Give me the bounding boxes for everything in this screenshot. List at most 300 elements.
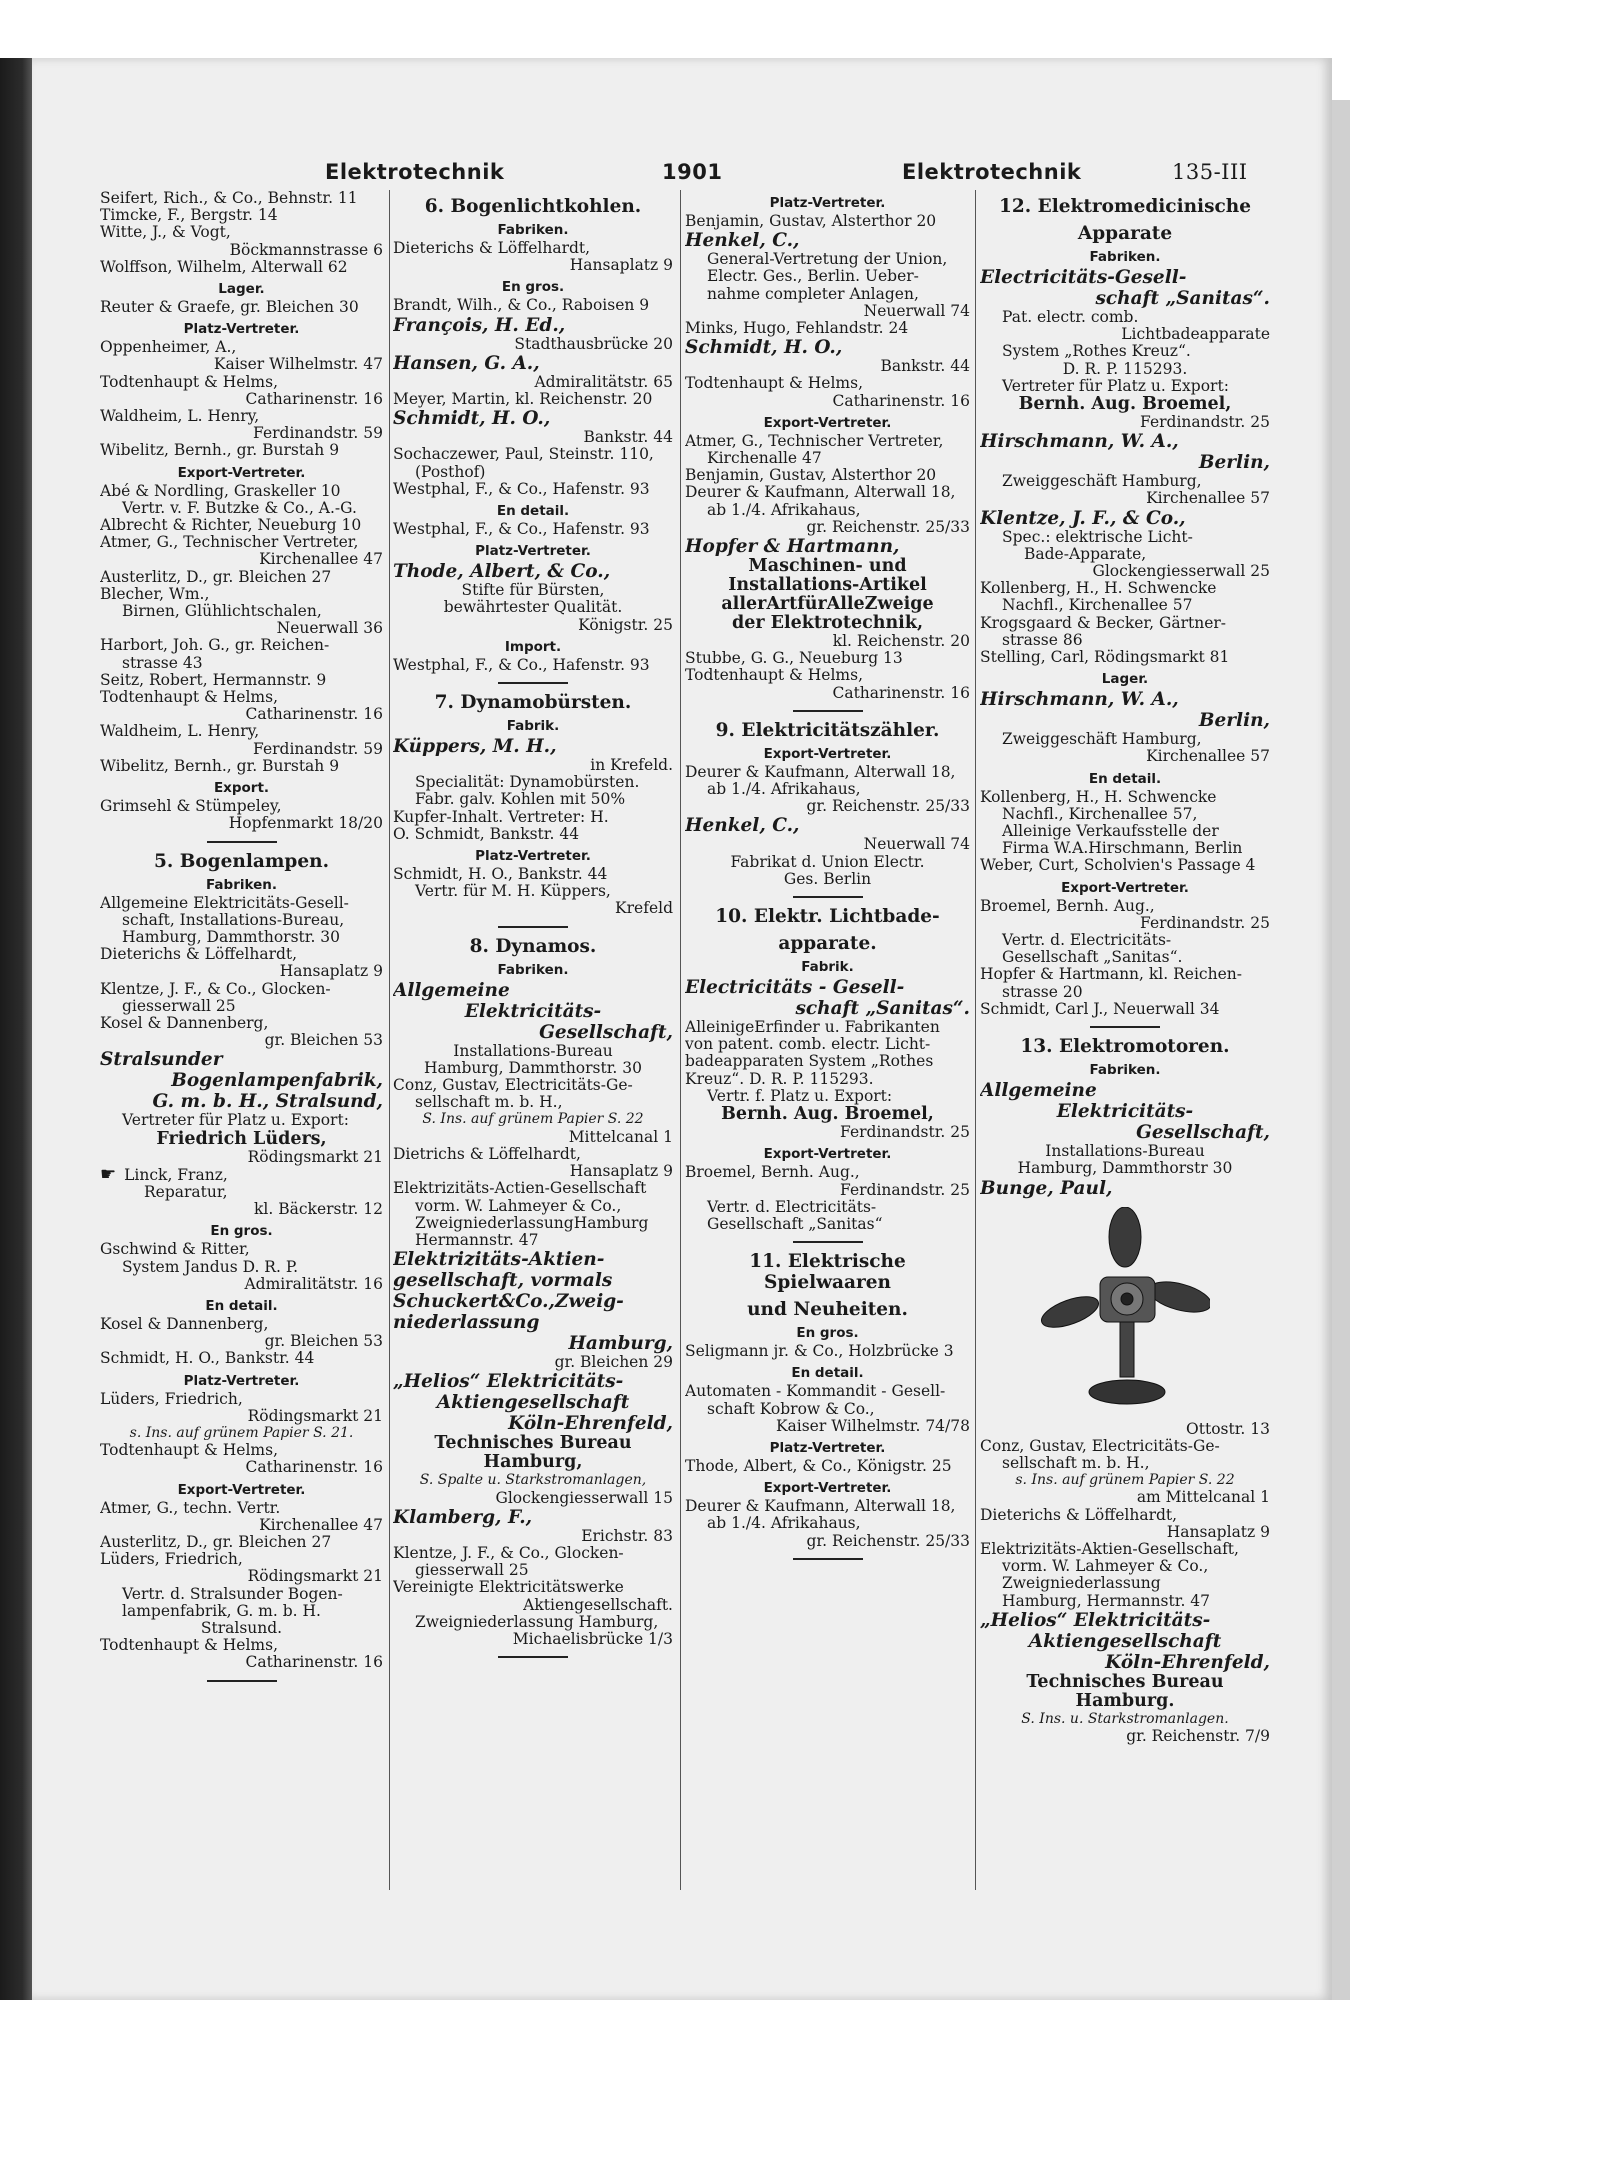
firm-name: François, H. Ed.,	[393, 314, 566, 336]
scan-dark-edge	[0, 58, 32, 2003]
firm-name: Allgemeine	[980, 1080, 1097, 1102]
column-4	[980, 190, 1270, 1920]
entry-line: General-Vertretung der Union,	[707, 251, 948, 269]
subheading: Fabriken.	[497, 222, 569, 238]
firm-name: Schmidt, H. O.,	[393, 408, 551, 430]
entry-line: ab 1./4. Afrikahaus,	[707, 1515, 861, 1533]
running-title-right: Elektrotechnik	[902, 160, 1082, 184]
entry-line: nahme completer Anlagen,	[707, 285, 919, 303]
entry-line: Hermannstr. 47	[415, 1231, 539, 1249]
entry-line: Pat. electr. comb.	[1002, 309, 1139, 326]
entry-line: Schmidt, H. O., Bankstr. 44	[100, 1350, 315, 1368]
section-heading: und Neuheiten.	[747, 1299, 908, 1321]
section-rule	[793, 896, 863, 898]
entry-line: Kosel & Dannenberg,	[100, 1315, 269, 1333]
advert-line: Technisches Bureau	[1026, 1671, 1224, 1692]
subheading: Fabrik.	[506, 718, 560, 735]
subheading: Fabriken.	[1089, 249, 1161, 265]
scan-margin-top	[0, 0, 1600, 60]
firm-name: Schuckert&Co.,Zweig-	[393, 1291, 624, 1313]
entry-line: Schmidt, H. O., Bankstr. 44	[393, 866, 608, 884]
entry-line: Todtenhaupt & Helms,	[100, 689, 279, 707]
column-divider	[975, 190, 976, 1890]
subheading: Export-Vertreter.	[177, 464, 306, 481]
entry-line: Wibelitz, Bernh., gr. Burstah 9	[100, 757, 340, 775]
section-heading: 12. Elektromedicinische	[999, 196, 1251, 217]
address-line: Admiralitätstr. 16	[244, 1275, 383, 1293]
advert-line: Bernh. Aug. Broemel,	[721, 1104, 934, 1125]
entry-line: Hamburg, Dammthorstr. 30	[423, 1059, 643, 1077]
entry-line: Nachfl., Kirchenallee 57	[1002, 597, 1193, 615]
entry-line: Ges. Berlin	[783, 870, 872, 888]
firm-name: Hamburg,	[568, 1333, 673, 1355]
entry-line: AlleinigeErfinder u. Fabrikanten	[685, 1019, 940, 1037]
entry-line: strasse 43	[122, 654, 203, 672]
section-rule	[498, 926, 568, 928]
address-line: Stadthausbrücke 20	[514, 335, 673, 353]
subheading: Fabriken.	[1089, 1062, 1161, 1079]
subheading: Platz-Vertreter.	[183, 321, 300, 338]
advert-line: Technisches Bureau	[434, 1433, 632, 1454]
firm-name: Köln-Ehrenfeld,	[508, 1413, 673, 1435]
subheading: Platz-Vertreter.	[769, 195, 886, 211]
column-1	[100, 190, 383, 1920]
address-line: Kirchenallee 57	[1146, 748, 1270, 766]
pointing-hand-icon: ☛	[100, 1165, 117, 1184]
address-line: Catharinenstr. 16	[832, 392, 970, 410]
column-2	[393, 190, 673, 1920]
address-line: Ferdinandstr. 25	[1140, 914, 1270, 932]
page-edge-shadow	[1332, 100, 1350, 2000]
firm-name: Hirschmann, W. A.,	[980, 431, 1179, 453]
entry-line: Sochaczewer, Paul, Steinstr. 110,	[393, 446, 654, 464]
address-line: Rödingsmarkt 21	[247, 1148, 383, 1166]
firm-name: Stralsunder	[100, 1049, 223, 1071]
address-line: am Mittelcanal 1	[1136, 1489, 1270, 1507]
address-line: Bankstr. 44	[583, 429, 673, 447]
subheading: Export-Vertreter.	[1061, 879, 1189, 896]
entry-line: Fabrikat d. Union Electr.	[730, 853, 925, 871]
subheading: Fabriken.	[205, 876, 277, 893]
entry-line	[100, 1166, 383, 1184]
address-line: Ferdinandstr. 25	[840, 1181, 970, 1199]
address-line: gr. Reichenstr. 25/33	[806, 518, 970, 536]
entry-line: Firma W.A.Hirschmann, Berlin	[1002, 840, 1243, 858]
entry-line: ZweigniederlassungHamburg	[415, 1214, 649, 1232]
address-line: Catharinenstr. 16	[832, 684, 970, 702]
entry-line: bewährtester Qualität.	[443, 599, 623, 617]
address-line: Rödingsmarkt 21	[247, 1407, 383, 1425]
address-line: Ferdinandstr. 59	[253, 740, 383, 758]
entry-line: Atmer, G., techn. Vertr.	[100, 1499, 281, 1517]
entry-line: sellschaft m. b. H.,	[415, 1094, 563, 1112]
entry-line: Installations-Bureau	[453, 1042, 613, 1060]
entry-line: Deurer & Kaufmann, Alterwall 18,	[685, 763, 956, 781]
section-heading: 11. Elektrische Spielwaaren	[749, 1251, 906, 1294]
electric-fan-illustration	[1030, 1207, 1210, 1417]
entry-line: Elektrizitäts-Aktien-Gesellschaft,	[980, 1540, 1239, 1558]
section-heading: 10. Elektr. Lichtbade-	[715, 906, 940, 928]
firm-name: Küppers, M. H.,	[393, 736, 557, 758]
section-rule	[498, 682, 568, 684]
section-rule	[207, 841, 277, 843]
address-line: Catharinenstr. 16	[245, 706, 383, 724]
entry-line: von patent. comb. electr. Licht-	[685, 1036, 931, 1054]
advert-line: Friedrich Lüders,	[156, 1128, 327, 1149]
entry-line: Reparatur,	[144, 1183, 228, 1201]
address-line: Kirchenallee 47	[259, 551, 383, 569]
entry-line: Atmer, G., Technischer Vertreter,	[100, 534, 359, 552]
column-3	[685, 190, 970, 1920]
section-rule	[793, 710, 863, 712]
entry-line: Oppenheimer, A.,	[100, 339, 237, 357]
entry-line: Weber, Curt, Scholvien's Passage 4	[980, 857, 1256, 875]
firm-name: schaft „Sanitas“.	[795, 998, 970, 1020]
entry-line: Vertr. für M. H. Küppers,	[415, 883, 611, 901]
entry-line: Gschwind & Ritter,	[100, 1241, 250, 1259]
firm-name: Elektricitäts-	[464, 1000, 602, 1022]
entry-line: Benjamin, Gustav, Alsterthor 20	[685, 467, 937, 485]
address-line: Bankstr. 44	[880, 358, 970, 376]
firm-name: niederlassung	[393, 1312, 540, 1334]
entry-line: Reuter & Graefe, gr. Bleichen 30	[100, 299, 359, 317]
entry-line: Hamburg, Dammthorstr. 30	[122, 928, 341, 946]
section-rule	[1090, 1026, 1160, 1028]
subheading: Export-Vertreter.	[763, 1146, 892, 1163]
entry-line: Zweigniederlassung	[1002, 1575, 1161, 1593]
subheading: En detail.	[496, 503, 570, 520]
firm-name: „Helios“ Elektricitäts-	[393, 1371, 624, 1393]
address-line: Hansaplatz 9	[1166, 1523, 1270, 1541]
address-line: Neuerwall 74	[863, 302, 970, 320]
entry-line: Gesellschaft „Sanitas“	[707, 1215, 883, 1233]
address-line: kl. Bäckerstr. 12	[254, 1201, 383, 1219]
entry-line: Vertr. d. Electricitäts-	[707, 1198, 877, 1216]
note-line: s. Ins. auf grünem Papier S. 21.	[129, 1424, 354, 1441]
firm-name: Klentze, J. F., & Co.,	[980, 507, 1186, 529]
entry-line: Waldheim, L. Henry,	[100, 723, 260, 741]
entry-text: Linck, Franz,	[124, 1165, 228, 1184]
advert-line: Installations-Artikel	[728, 575, 927, 596]
entry-line: Installations-Bureau	[1045, 1143, 1205, 1161]
entry-line: Automaten - Kommandit - Gesell-	[685, 1383, 946, 1401]
entry-line: Bade-Apparate,	[1024, 545, 1147, 563]
entry-line: Kupfer-Inhalt. Vertreter: H.	[393, 808, 609, 826]
subheading: Fabriken.	[497, 961, 569, 978]
address-line: Hansaplatz 9	[569, 1163, 673, 1181]
subheading: Platz-Vertreter.	[769, 1439, 886, 1456]
section-heading: Apparate	[1077, 223, 1173, 244]
entry-line: D. R. P. 115293.	[1062, 360, 1188, 378]
page-header	[100, 160, 1260, 188]
subheading: Export.	[213, 780, 270, 797]
entry-line: Vertr. v. F. Butzke & Co., A.-G.	[122, 499, 357, 517]
firm-name: schaft „Sanitas“.	[1095, 288, 1270, 309]
address-line: Kaiser Wilhelmstr. 47	[213, 356, 383, 374]
section-rule	[498, 1656, 568, 1658]
address-line: Ottostr. 13	[1186, 1420, 1270, 1438]
address-line: gr. Reichenstr. 25/33	[806, 1532, 970, 1550]
firm-name: Berlin,	[1198, 452, 1270, 474]
address-line: Kaiser Wilhelmstr. 74/78	[775, 1417, 970, 1435]
address-line: Glockengiesserwall 15	[495, 1489, 673, 1507]
firm-name: gesellschaft, vormals	[393, 1270, 613, 1292]
entry-line: Albrecht & Richter, Neueburg 10	[100, 517, 362, 535]
entry-line: Vertreter für Platz u. Export:	[122, 1112, 349, 1130]
section-heading: 8. Dynamos.	[469, 935, 597, 957]
entry-line: Schmidt, Carl J., Neuerwall 34	[980, 1000, 1220, 1018]
address-line: Ferdinandstr. 25	[840, 1124, 970, 1142]
page-number: 135-III	[1172, 160, 1248, 184]
section-heading: apparate.	[778, 933, 877, 955]
entry-line: Stifte für Bürsten,	[461, 582, 605, 600]
subheading: Lager.	[1101, 671, 1149, 688]
note-line: S. Ins. u. Starkstromanlagen.	[1021, 1710, 1229, 1727]
firm-name: Elektrizitäts-Aktien-	[393, 1249, 605, 1271]
address-line: Hansaplatz 9	[569, 257, 673, 275]
entry-line: Witte, J., & Vogt,	[100, 224, 231, 242]
entry-line: giesserwall 25	[415, 1562, 529, 1580]
column-divider	[389, 190, 390, 1890]
entry-line: Kosel & Dannenberg,	[100, 1014, 269, 1032]
entry-line: Fabr. galv. Kohlen mit 50%	[415, 791, 626, 809]
entry-line: Broemel, Bernh. Aug.,	[980, 897, 1155, 915]
entry-line: Vereinigte Elektricitätswerke	[393, 1579, 624, 1597]
firm-name: Gesellschaft,	[1136, 1122, 1270, 1144]
firm-name: Allgemeine	[393, 979, 510, 1001]
section-heading: 9. Elektricitätszähler.	[715, 719, 940, 741]
entry-line: Lüders, Friedrich,	[100, 1551, 243, 1569]
entry-line: System Jandus D. R. P.	[122, 1258, 299, 1276]
entry-line: Seifert, Rich., & Co., Behnstr. 11	[100, 190, 358, 207]
entry-line: Vertr. d. Stralsunder Bogen-	[122, 1585, 343, 1603]
entry-line: vorm. W. Lahmeyer & Co.,	[415, 1197, 622, 1215]
firm-name: Electricitäts-Gesell-	[980, 267, 1187, 288]
subheading: Export-Vertreter.	[177, 1481, 306, 1498]
firm-name: Henkel, C.,	[685, 230, 800, 252]
entry-line: sellschaft m. b. H.,	[1002, 1454, 1150, 1472]
firm-name: Klamberg, F.,	[393, 1506, 533, 1528]
firm-name: Bunge, Paul,	[980, 1177, 1113, 1199]
entry-line: Brandt, Wilh., & Co., Raboisen 9	[393, 297, 650, 315]
address-line: Böckmannstrasse 6	[229, 241, 383, 259]
firm-name: Berlin,	[1198, 710, 1270, 732]
address-line: kl. Reichenstr. 20	[832, 633, 970, 651]
entry-line: Kreuz“. D. R. P. 115293.	[685, 1070, 874, 1088]
year: 1901	[662, 160, 723, 184]
entry-line: Electr. Ges., Berlin. Ueber-	[707, 268, 919, 286]
subheading: Export-Vertreter.	[763, 745, 892, 762]
entry-line: Meyer, Martin, kl. Reichenstr. 20	[393, 391, 653, 409]
entry-line: Conz, Gustav, Electricitäts-Ge-	[980, 1437, 1220, 1455]
entry-line: Todtenhaupt & Helms,	[100, 1442, 279, 1460]
subheading: Platz-Vertreter.	[475, 543, 591, 560]
entry-line: Vertreter für Platz u. Export:	[1002, 377, 1229, 395]
subheading: Import.	[504, 638, 562, 655]
entry-line: Lüders, Friedrich,	[100, 1390, 243, 1408]
entry-line: Hopfer & Hartmann, kl. Reichen-	[980, 966, 1242, 984]
entry-line: Atmer, G., Technischer Vertreter,	[685, 432, 944, 450]
subheading: En detail.	[791, 1365, 864, 1382]
entry-line: Zweigniederlassung Hamburg,	[415, 1613, 659, 1631]
address-line: Michaelisbrücke 1/3	[512, 1630, 673, 1648]
note-line: S. Spalte u. Starkstromanlagen,	[419, 1472, 647, 1489]
firm-name: Electricitäts - Gesell-	[685, 977, 905, 999]
entry-line: Allgemeine Elektricitäts-Gesell-	[100, 894, 349, 912]
entry-line: Wibelitz, Bernh., gr. Burstah 9	[100, 442, 340, 460]
address-line: gr. Reichenstr. 7/9	[1126, 1727, 1270, 1745]
advert-line: der Elektrotechnik,	[731, 613, 924, 634]
address-line: Hansaplatz 9	[279, 963, 383, 981]
entry-line: Stralsund.	[200, 1620, 283, 1637]
firm-name: „Helios“ Elektricitäts-	[980, 1609, 1211, 1631]
section-rule	[207, 1680, 277, 1682]
firm-name: Thode, Albert, & Co.,	[393, 561, 611, 583]
entry-line: Krogsgaard & Becker, Gärtner-	[980, 614, 1227, 632]
advert-line: Hamburg,	[483, 1452, 583, 1473]
running-title-left: Elektrotechnik	[325, 160, 505, 184]
entry-line: Stelling, Carl, Rödingsmarkt 81	[980, 649, 1230, 667]
entry-line: Spec.: elektrische Licht-	[1002, 528, 1193, 546]
address-line: Catharinenstr. 16	[245, 1654, 383, 1672]
firm-name: G. m. b. H., Stralsund,	[152, 1091, 383, 1113]
entry-line: Hamburg, Dammthorstr 30	[1017, 1160, 1233, 1178]
address-line: in Krefeld.	[590, 757, 673, 775]
entry-line: Kollenberg, H., H. Schwencke	[980, 788, 1217, 806]
subheading: Platz-Vertreter.	[183, 1372, 300, 1389]
address-line: Neuerwall 36	[276, 620, 383, 638]
advert-line: Hamburg.	[1075, 1690, 1175, 1711]
entry-line: Minks, Hugo, Fehlandstr. 24	[685, 320, 909, 338]
subheading: En gros.	[796, 1325, 859, 1342]
entry-line: Kollenberg, H., H. Schwencke	[980, 580, 1217, 598]
entry-line: Harbort, Joh. G., gr. Reichen-	[100, 637, 330, 655]
section-rule	[793, 1241, 863, 1243]
entry-line: Austerlitz, D., gr. Bleichen 27	[100, 568, 332, 586]
entry-line: Specialität: Dynamobürsten.	[415, 774, 640, 792]
subheading: Platz-Vertreter.	[475, 848, 591, 865]
note-line: s. Ins. auf grünem Papier S. 22	[1015, 1472, 1235, 1489]
address-line: Kirchenallee 47	[259, 1516, 383, 1534]
firm-name: Aktiengesellschaft	[436, 1392, 630, 1414]
entry-line: Todtenhaupt & Helms,	[100, 1637, 279, 1655]
entry-line: Zweiggeschäft Hamburg,	[1002, 473, 1202, 491]
firm-name: Hansen, G. A.,	[393, 352, 540, 374]
entry-line: Todtenhaupt & Helms,	[685, 667, 864, 685]
entry-line: Vertr. f. Platz u. Export:	[707, 1087, 893, 1105]
entry-line: Deurer & Kaufmann, Alterwall 18,	[685, 484, 956, 502]
entry-line: Nachfl., Kirchenallee 57,	[1002, 805, 1198, 823]
entry-line: Dieterichs & Löffelhardt,	[393, 240, 591, 257]
address-line: gr. Bleichen 53	[264, 1032, 383, 1050]
subheading: Export-Vertreter.	[763, 414, 892, 431]
section-rule	[793, 1558, 863, 1560]
subheading: En detail.	[205, 1297, 278, 1314]
subheading: Fabrik.	[801, 959, 854, 976]
entry-line: Dieterichs & Löffelhardt,	[100, 946, 298, 964]
entry-line: Klentze, J. F., & Co., Glocken-	[100, 980, 331, 998]
firm-name: Gesellschaft,	[539, 1021, 673, 1043]
address-line: Neuerwall 74	[863, 836, 970, 854]
subheading: En gros.	[501, 279, 565, 296]
entry-line: Wolffson, Wilhelm, Alterwall 62	[100, 258, 348, 276]
address-line: Rödingsmarkt 21	[247, 1568, 383, 1586]
entry-line: Austerlitz, D., gr. Bleichen 27	[100, 1533, 332, 1551]
entry-line: Conz, Gustav, Electricitäts-Ge-	[393, 1077, 633, 1095]
section-heading: 6. Bogenlichtkohlen.	[424, 196, 642, 217]
entry-line: Grimsehl & Stümpeley,	[100, 798, 282, 816]
entry-line: Dietrichs & Löffelhardt,	[393, 1145, 581, 1163]
address-line: gr. Reichenstr. 25/33	[806, 798, 970, 816]
address-line: Kirchenallee 57	[1146, 490, 1270, 508]
firm-name: Henkel, C.,	[685, 815, 800, 837]
scan-margin-bottom	[0, 2000, 1600, 2177]
entry-line: (Posthof)	[415, 463, 486, 481]
entry-line: Abé & Nordling, Graskeller 10	[100, 482, 341, 500]
firm-name: Aktiengesellschaft	[1028, 1630, 1222, 1652]
note-line: S. Ins. auf grünem Papier S. 22	[422, 1111, 644, 1128]
entry-line: Westphal, F., & Co., Hafenstr. 93	[393, 521, 650, 539]
address-line: gr. Bleichen 29	[554, 1354, 673, 1372]
advert-line: allerArtfürAlleZweige	[721, 594, 934, 615]
advert-line: Maschinen- und	[748, 556, 907, 577]
address-line: Krefeld	[615, 900, 673, 918]
address-line: Mittelcanal 1	[568, 1128, 673, 1146]
firm-name: Hopfer & Hartmann,	[685, 536, 900, 558]
entry-line: Hamburg, Hermannstr. 47	[1002, 1592, 1211, 1610]
address-line: gr. Bleichen 53	[264, 1333, 383, 1351]
address-line: Catharinenstr. 16	[245, 1459, 383, 1477]
entry-line: vorm. W. Lahmeyer & Co.,	[1002, 1558, 1209, 1576]
entry-line: Thode, Albert, & Co., Königstr. 25	[685, 1457, 952, 1475]
entry-line: ab 1./4. Afrikahaus,	[707, 501, 861, 519]
entry-line: System „Rothes Kreuz“.	[1002, 343, 1191, 361]
entry-line: badeapparaten System „Rothes	[685, 1053, 934, 1071]
entry-line: giesserwall 25	[122, 997, 236, 1015]
address-line: Aktiengesellschaft.	[523, 1596, 673, 1614]
entry-line: schaft Kobrow & Co.,	[707, 1400, 875, 1418]
entry-line: Vertr. d. Electricitäts-	[1002, 932, 1172, 950]
firm-name: Elektricitäts-	[1056, 1101, 1194, 1123]
subheading: Lager.	[218, 281, 265, 298]
address-line: Hopfenmarkt 18/20	[228, 815, 383, 833]
firm-name: Schmidt, H. O.,	[685, 337, 843, 359]
entry-line: strasse 86	[1002, 631, 1083, 649]
entry-line: Klentze, J. F., & Co., Glocken-	[393, 1544, 624, 1562]
address-line: Königstr. 25	[578, 616, 673, 634]
subheading: Export-Vertreter.	[763, 1480, 892, 1497]
address-line: Erichstr. 83	[581, 1527, 673, 1545]
section-heading: 7. Dynamobürsten.	[434, 692, 632, 714]
entry-line: Deurer & Kaufmann, Alterwall 18,	[685, 1498, 956, 1516]
entry-line: Broemel, Bernh. Aug.,	[685, 1164, 860, 1182]
entry-line: schaft, Installations-Bureau,	[122, 911, 345, 929]
entry-line: Dieterichs & Löffelhardt,	[980, 1506, 1178, 1524]
entry-line: Todtenhaupt & Helms,	[685, 375, 864, 393]
entry-line: Seligmann jr. & Co., Holzbrücke 3	[685, 1343, 954, 1361]
entry-line: Kirchenalle 47	[707, 450, 822, 468]
entry-line: Alleinige Verkaufsstelle der	[1002, 823, 1219, 841]
subheading: En gros.	[210, 1223, 273, 1240]
firm-name: Köln-Ehrenfeld,	[1105, 1651, 1270, 1673]
address-line: Catharinenstr. 16	[245, 390, 383, 408]
entry-line: lampenfabrik, G. m. b. H.	[122, 1602, 321, 1620]
entry-line: O. Schmidt, Bankstr. 44	[393, 825, 580, 843]
advert-line: Bernh. Aug. Broemel,	[1018, 394, 1232, 415]
entry-line: strasse 20	[1002, 983, 1083, 1001]
entry-line: Elektrizitäts-Actien-Gesellschaft	[393, 1180, 647, 1198]
firm-name: Bogenlampenfabrik,	[171, 1070, 383, 1092]
